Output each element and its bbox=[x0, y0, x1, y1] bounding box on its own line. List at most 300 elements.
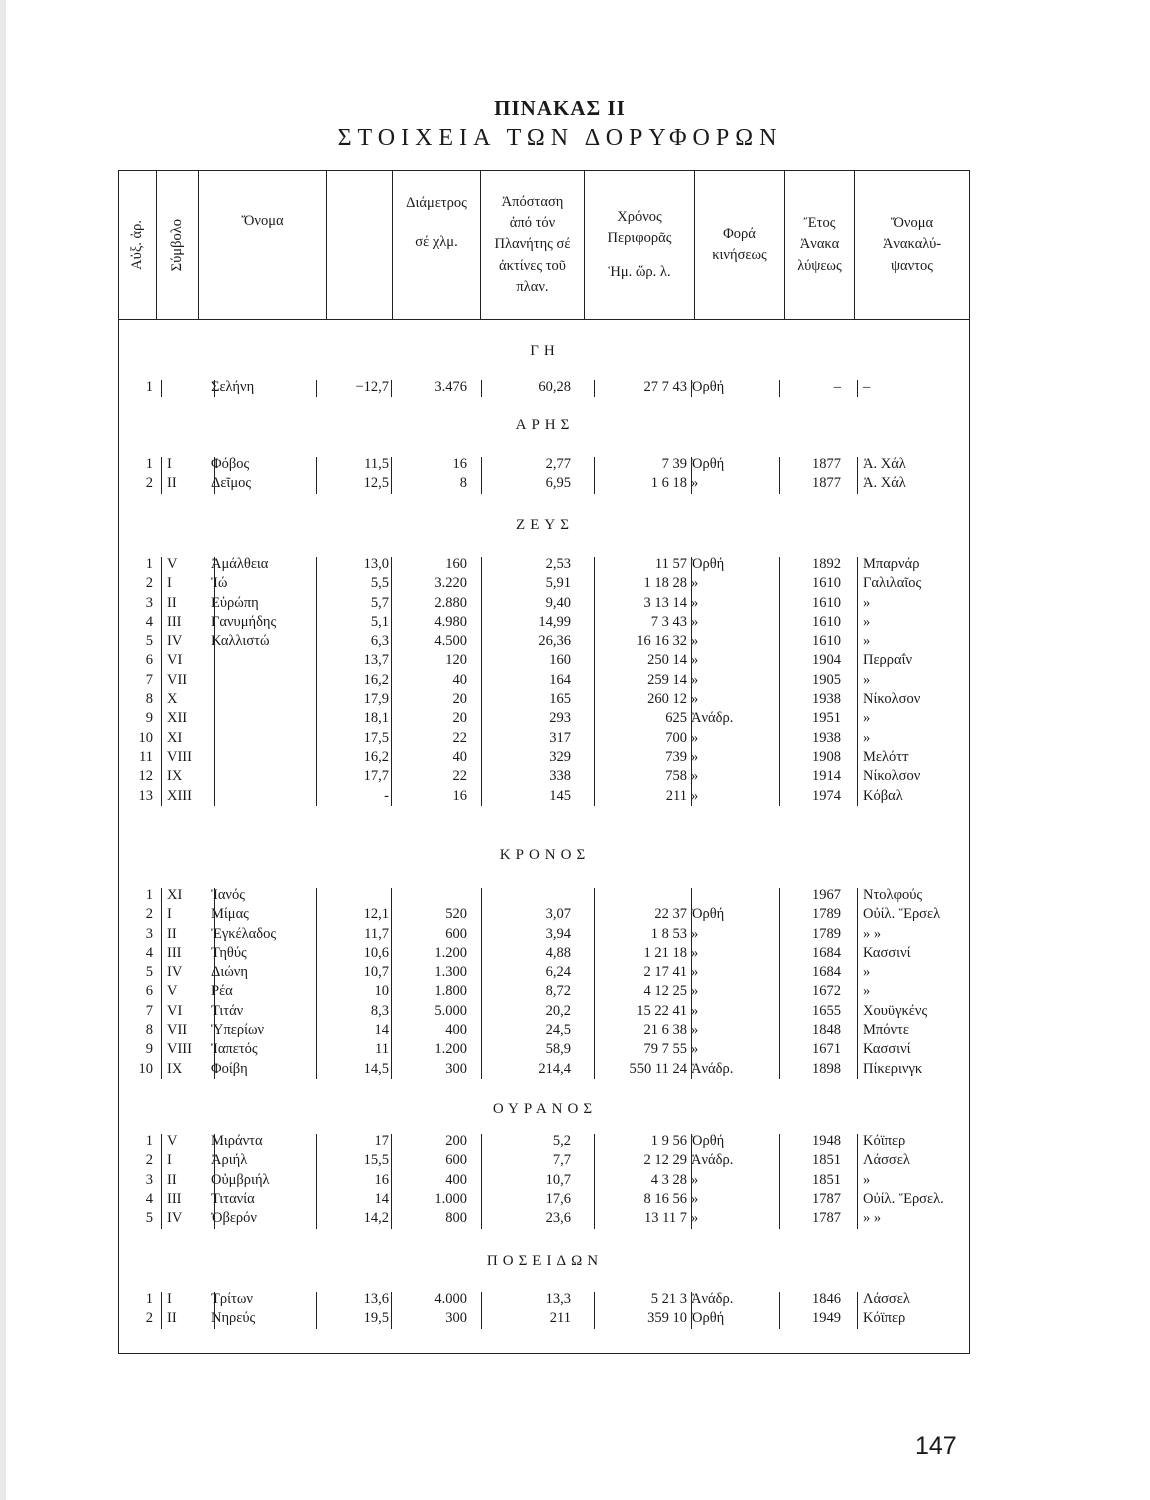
discoverer-cell: Κασσινί bbox=[863, 1041, 911, 1058]
table-row bbox=[119, 456, 971, 475]
magnitude-cell: 17 bbox=[374, 1133, 389, 1149]
symbol-cell: ΙΙΙ bbox=[167, 944, 182, 961]
period-cell: 359 10 bbox=[647, 1310, 687, 1327]
discoverer-cell: Πίκερινγκ bbox=[863, 1060, 923, 1077]
column-rule bbox=[857, 557, 858, 806]
diameter-cell: 200 bbox=[445, 1133, 467, 1149]
symbol-cell: ΙΙ bbox=[167, 475, 177, 492]
distance-cell: 9,40 bbox=[545, 594, 571, 611]
column-rule bbox=[857, 1134, 858, 1229]
diameter-cell: 40 bbox=[452, 748, 467, 765]
symbol-cell: Ι bbox=[167, 575, 172, 592]
column-rule bbox=[214, 888, 215, 1079]
magnitude-cell: 10 bbox=[374, 983, 389, 1000]
direction-cell: » bbox=[691, 1022, 699, 1039]
distance-cell: 5,91 bbox=[545, 575, 571, 592]
magnitude-cell: 13,7 bbox=[363, 652, 389, 669]
column-rule bbox=[594, 457, 595, 494]
distance-cell: 160 bbox=[549, 652, 571, 669]
distance-cell: 214,4 bbox=[538, 1060, 571, 1077]
discoverer-cell: Περραΐν bbox=[863, 652, 913, 669]
symbol-cell: ΙΙ bbox=[167, 925, 177, 942]
diameter-cell: 1.200 bbox=[434, 1041, 467, 1058]
table-title: ΠΙΝΑΚΑΣ ΙΙ bbox=[494, 96, 626, 120]
section-title-jupiter: ΖΕΥΣ bbox=[516, 517, 574, 533]
column-rule bbox=[481, 1134, 482, 1229]
diameter-cell: 1.000 bbox=[434, 1190, 467, 1207]
name-cell: Ἰανός bbox=[211, 887, 245, 903]
distance-cell: 58,9 bbox=[545, 1041, 571, 1058]
num-cell: 1 bbox=[145, 379, 153, 395]
magnitude-cell: 5,5 bbox=[370, 575, 389, 592]
direction-cell: Ὀρθή bbox=[691, 1133, 725, 1149]
direction-cell: » bbox=[691, 983, 699, 1000]
discoverer-cell: Νίκολσον bbox=[863, 691, 921, 708]
symbol-cell: X bbox=[167, 691, 178, 708]
period-cell: 2 17 41 bbox=[643, 964, 687, 981]
diameter-cell: 400 bbox=[445, 1022, 467, 1039]
column-rule bbox=[316, 557, 317, 806]
num-cell: 3 bbox=[145, 594, 153, 611]
name-cell: Τηθύς bbox=[211, 944, 247, 961]
num-cell: 9 bbox=[145, 710, 153, 727]
name-cell: Ἰώ bbox=[211, 575, 228, 592]
distance-cell: 7,7 bbox=[552, 1152, 571, 1169]
period-cell: 7 3 43 bbox=[650, 613, 687, 630]
diameter-cell: 4.980 bbox=[434, 613, 467, 630]
table-row bbox=[119, 887, 971, 906]
distance-cell: 26,36 bbox=[538, 633, 571, 650]
num-cell: 8 bbox=[145, 691, 153, 708]
magnitude-cell: 12,1 bbox=[363, 906, 389, 923]
symbol-cell: VIII bbox=[167, 748, 192, 765]
period-cell: 5 21 3 bbox=[650, 1291, 687, 1307]
discoverer-cell: Μπόντε bbox=[863, 1022, 909, 1039]
column-rule bbox=[594, 1134, 595, 1229]
direction-cell: » bbox=[691, 964, 699, 981]
num-cell: 6 bbox=[145, 652, 153, 669]
period-cell: 260 12 bbox=[647, 691, 687, 708]
direction-cell: » bbox=[691, 1171, 699, 1188]
group-uranus bbox=[119, 1133, 971, 1229]
period-cell: 739 bbox=[665, 748, 687, 765]
num-cell: 7 bbox=[145, 1002, 153, 1019]
diameter-cell: 300 bbox=[445, 1310, 467, 1327]
magnitude-cell: 10,7 bbox=[363, 964, 389, 981]
period-cell: 211 bbox=[665, 787, 687, 804]
num-cell: 7 bbox=[145, 671, 153, 688]
year-cell: 1655 bbox=[812, 1002, 841, 1019]
diameter-cell: 4.500 bbox=[434, 633, 467, 650]
period-cell: 1 21 18 bbox=[643, 944, 687, 961]
name-cell: Τρίτων bbox=[211, 1291, 253, 1307]
num-cell: 12 bbox=[138, 768, 153, 785]
table-row bbox=[119, 1310, 971, 1329]
period-cell: 758 bbox=[665, 768, 687, 785]
discoverer-cell: Κόϊπερ bbox=[863, 1133, 906, 1149]
table-row bbox=[119, 633, 971, 652]
num-cell: 10 bbox=[138, 1060, 153, 1077]
num-cell: 5 bbox=[145, 1210, 153, 1227]
table-row bbox=[119, 1133, 971, 1152]
magnitude-cell: 17,7 bbox=[363, 768, 389, 785]
num-cell: 2 bbox=[145, 1310, 153, 1327]
diameter-cell: 16 bbox=[452, 787, 467, 804]
num-cell: 2 bbox=[145, 1152, 153, 1169]
discoverer-cell: » bbox=[863, 633, 871, 650]
distance-cell: 211 bbox=[549, 1310, 571, 1327]
column-rule bbox=[857, 888, 858, 1079]
num-cell: 10 bbox=[138, 729, 153, 746]
diameter-cell: 3.476 bbox=[434, 379, 467, 395]
direction-cell: » bbox=[691, 729, 699, 746]
direction-cell: » bbox=[691, 475, 699, 492]
period-cell: 625 bbox=[665, 710, 687, 727]
symbol-cell: IX bbox=[167, 768, 183, 785]
magnitude-cell: 12,5 bbox=[363, 475, 389, 492]
diameter-cell: 120 bbox=[445, 652, 467, 669]
diameter-cell: 1.300 bbox=[434, 964, 467, 981]
direction-cell: » bbox=[691, 787, 699, 804]
period-cell: 1 6 18 bbox=[650, 475, 687, 492]
diameter-cell: 300 bbox=[445, 1060, 467, 1077]
distance-cell: 4,88 bbox=[545, 944, 571, 961]
column-rule bbox=[161, 1134, 162, 1229]
magnitude-cell: 14 bbox=[374, 1190, 389, 1207]
distance-cell: 3,07 bbox=[545, 906, 571, 923]
symbol-cell: Ι bbox=[167, 456, 172, 472]
diameter-cell: 16 bbox=[452, 456, 467, 472]
direction-cell: Ἀνάδρ. bbox=[691, 1152, 734, 1169]
period-cell: 250 14 bbox=[647, 652, 687, 669]
header-symbol: Σύμβολο bbox=[157, 171, 199, 319]
discoverer-cell: Νίκολσον bbox=[863, 768, 921, 785]
magnitude-cell: 6,3 bbox=[370, 633, 389, 650]
magnitude-cell: 5,7 bbox=[370, 594, 389, 611]
magnitude-cell: 16,2 bbox=[363, 748, 389, 765]
distance-cell: 3,94 bbox=[545, 925, 571, 942]
header-num: Αὐξ. ἀρ. bbox=[119, 171, 157, 319]
column-rule bbox=[779, 888, 780, 1079]
section-title-earth: ΓΗ bbox=[530, 343, 560, 359]
discoverer-cell: » bbox=[863, 613, 871, 630]
num-cell: 2 bbox=[145, 575, 153, 592]
year-cell: 1892 bbox=[812, 556, 841, 572]
discoverer-cell: » bbox=[863, 983, 871, 1000]
direction-cell: » bbox=[691, 748, 699, 765]
year-cell: 1938 bbox=[812, 691, 841, 708]
column-rule bbox=[481, 457, 482, 494]
table-row bbox=[119, 1172, 971, 1191]
discoverer-cell: » bbox=[863, 964, 871, 981]
year-cell: 1787 bbox=[812, 1190, 841, 1207]
period-cell: 1 9 56 bbox=[650, 1133, 687, 1149]
table-row bbox=[119, 652, 971, 671]
distance-cell: 6,24 bbox=[545, 964, 571, 981]
name-cell: Φοίβη bbox=[211, 1060, 248, 1077]
diameter-cell: 3.220 bbox=[434, 575, 467, 592]
period-cell: 7 39 bbox=[661, 456, 687, 472]
symbol-cell: Ι bbox=[167, 1291, 172, 1307]
discoverer-cell: » » bbox=[863, 1210, 882, 1227]
diameter-cell: 600 bbox=[445, 925, 467, 942]
table-row bbox=[119, 926, 971, 945]
symbol-cell: IV bbox=[167, 633, 183, 650]
page-number: 147 bbox=[915, 1432, 957, 1460]
direction-cell: » bbox=[691, 944, 699, 961]
symbol-cell: VII bbox=[167, 1022, 188, 1039]
year-cell: 1904 bbox=[812, 652, 841, 669]
year-cell: 1851 bbox=[812, 1171, 841, 1188]
diameter-cell: 8 bbox=[459, 475, 467, 492]
header-diameter: Διάμετρος σέ χλμ. bbox=[393, 171, 481, 319]
num-cell: 1 bbox=[145, 556, 153, 572]
symbol-cell: ΙΙ bbox=[167, 1310, 177, 1327]
num-cell: 1 bbox=[145, 1133, 153, 1149]
year-cell: 1974 bbox=[812, 787, 841, 804]
discoverer-cell: Λάσσελ bbox=[863, 1291, 910, 1307]
magnitude-cell: 16,2 bbox=[363, 671, 389, 688]
column-rule bbox=[161, 888, 162, 1079]
name-cell: Ἀμάλθεια bbox=[211, 556, 269, 572]
table-row bbox=[119, 1003, 971, 1022]
direction-cell: Ὀρθή bbox=[691, 906, 725, 923]
year-cell: 1789 bbox=[812, 906, 841, 923]
table-row bbox=[119, 1152, 971, 1171]
diameter-cell: 600 bbox=[445, 1152, 467, 1169]
direction-cell: Ὀρθή bbox=[691, 456, 725, 472]
column-rule bbox=[391, 457, 392, 494]
column-rule bbox=[214, 1134, 215, 1229]
column-rule bbox=[481, 1292, 482, 1329]
header-year: Ἔτος Ἀνακα λύψεως bbox=[785, 171, 855, 319]
diameter-cell: 22 bbox=[452, 768, 467, 785]
name-cell: Γανυμήδης bbox=[211, 613, 277, 630]
discoverer-cell: Μελότт bbox=[863, 748, 909, 765]
name-cell: Εὐρώπη bbox=[211, 594, 259, 611]
direction-cell: Ἀνάδρ. bbox=[691, 1291, 734, 1307]
period-cell: 4 3 28 bbox=[650, 1171, 687, 1188]
column-rule bbox=[779, 1292, 780, 1329]
section-title-uranus: ΟΥΡΑΝΟΣ bbox=[492, 1101, 598, 1117]
name-cell: Ὀβερόν bbox=[211, 1210, 257, 1227]
column-rule bbox=[214, 557, 215, 806]
diameter-cell: 800 bbox=[445, 1210, 467, 1227]
title-block bbox=[0, 96, 1120, 152]
direction-cell: Ἀνάδρ. bbox=[691, 1060, 734, 1077]
year-cell: – bbox=[833, 379, 841, 395]
discoverer-cell: Ντολφούς bbox=[863, 887, 923, 903]
name-cell: Ἐγκέλαδος bbox=[211, 925, 277, 942]
name-cell: Νηρεύς bbox=[211, 1310, 256, 1327]
direction-cell: Ἀνάδρ. bbox=[691, 710, 734, 727]
column-rule bbox=[316, 1292, 317, 1329]
header-period: Χρόνος Περιφορᾶς Ἡμ. ὥρ. λ. bbox=[585, 171, 695, 319]
symbol-cell: ΙΙ bbox=[167, 594, 177, 611]
name-cell: Καλλιστώ bbox=[211, 633, 270, 650]
year-cell: 1610 bbox=[812, 613, 841, 630]
year-cell: 1951 bbox=[812, 710, 841, 727]
column-rule bbox=[779, 457, 780, 494]
column-rule bbox=[161, 380, 162, 397]
year-cell: 1851 bbox=[812, 1152, 841, 1169]
num-cell: 4 bbox=[145, 1190, 153, 1207]
symbol-cell: IV bbox=[167, 964, 183, 981]
header-discoverer: Ὄνομα Ἀνακαλύ- ψαντος bbox=[882, 215, 942, 274]
distance-cell: 17,6 bbox=[545, 1190, 571, 1207]
table-row bbox=[119, 1191, 971, 1210]
table-row bbox=[119, 964, 971, 983]
column-rule bbox=[779, 380, 780, 397]
direction-cell: » bbox=[691, 671, 699, 688]
magnitude-cell: 18,1 bbox=[363, 710, 389, 727]
satellites-table bbox=[118, 170, 970, 1354]
distance-cell: 145 bbox=[549, 787, 571, 804]
table-subtitle: ΣΤΟΙΧΕΙΑ ΤΩΝ ΔΟΡΥΦΟΡΩΝ bbox=[337, 125, 783, 151]
year-cell: 1877 bbox=[812, 456, 841, 472]
period-cell: 700 bbox=[665, 729, 687, 746]
distance-cell: 24,5 bbox=[545, 1022, 571, 1039]
direction-cell: Ὀρθή bbox=[691, 556, 725, 572]
year-cell: 1938 bbox=[812, 729, 841, 746]
magnitude-cell: 15,5 bbox=[363, 1152, 389, 1169]
direction-cell: » bbox=[691, 925, 699, 942]
num-cell: 3 bbox=[145, 1171, 153, 1188]
distance-cell: 164 bbox=[549, 671, 571, 688]
year-cell: 1610 bbox=[812, 594, 841, 611]
direction-cell: » bbox=[691, 575, 699, 592]
table-row bbox=[119, 575, 971, 594]
table-row bbox=[119, 1041, 971, 1060]
header-name: Ὄνομα bbox=[199, 171, 327, 319]
table-row bbox=[119, 691, 971, 710]
num-cell: 1 bbox=[145, 456, 153, 472]
page-edge bbox=[0, 0, 6, 1500]
period-cell: 259 14 bbox=[647, 671, 687, 688]
group-saturn bbox=[119, 887, 971, 1080]
column-rule bbox=[161, 1292, 162, 1329]
symbol-cell: XI bbox=[167, 887, 183, 903]
name-cell: Μιράντα bbox=[211, 1133, 263, 1149]
direction-cell: » bbox=[691, 633, 699, 650]
discoverer-cell: » bbox=[863, 710, 871, 727]
column-rule bbox=[779, 1134, 780, 1229]
column-rule bbox=[214, 1292, 215, 1329]
year-cell: 1877 bbox=[812, 475, 841, 492]
column-rule bbox=[691, 1292, 692, 1329]
column-rule bbox=[481, 557, 482, 806]
year-cell: 1948 bbox=[812, 1133, 841, 1149]
discoverer-cell: Μπαρνάρ bbox=[863, 556, 920, 572]
diameter-cell: 160 bbox=[445, 556, 467, 572]
discoverer-cell: Ἀ. Χάλ bbox=[863, 456, 906, 472]
table-row bbox=[119, 614, 971, 633]
year-cell: 1848 bbox=[812, 1022, 841, 1039]
year-cell: 1967 bbox=[812, 887, 841, 903]
year-cell: 1684 bbox=[812, 964, 841, 981]
period-cell: 550 11 24 bbox=[629, 1060, 687, 1077]
symbol-cell: V bbox=[167, 983, 178, 1000]
symbol-cell: IX bbox=[167, 1060, 183, 1077]
symbol-cell: Ι bbox=[167, 906, 172, 923]
discoverer-cell: Κόϊπερ bbox=[863, 1310, 906, 1327]
section-title-mars: ΑΡΗΣ bbox=[515, 417, 575, 433]
table-row bbox=[119, 1022, 971, 1041]
num-cell: 13 bbox=[138, 787, 153, 804]
year-cell: 1949 bbox=[812, 1310, 841, 1327]
diameter-cell: 4.000 bbox=[434, 1291, 467, 1307]
symbol-cell: ΙΙ bbox=[167, 1171, 177, 1188]
distance-cell: 317 bbox=[549, 729, 571, 746]
symbol-cell: XIII bbox=[167, 787, 192, 804]
direction-cell: Ὀρθή bbox=[691, 379, 725, 395]
table-row bbox=[119, 983, 971, 1002]
name-cell: Ὑπερίων bbox=[211, 1022, 265, 1039]
column-rule bbox=[214, 457, 215, 494]
symbol-cell: VII bbox=[167, 671, 188, 688]
symbol-cell: ΙΙΙ bbox=[167, 613, 182, 630]
group-earth bbox=[119, 379, 971, 398]
header-magnitude bbox=[327, 171, 393, 319]
num-cell: 2 bbox=[145, 906, 153, 923]
num-cell: 8 bbox=[145, 1022, 153, 1039]
discoverer-cell: Λάσσελ bbox=[863, 1152, 910, 1169]
year-cell: 1787 bbox=[812, 1210, 841, 1227]
magnitude-cell: 17,5 bbox=[363, 729, 389, 746]
num-cell: 11 bbox=[139, 748, 153, 765]
column-rule bbox=[391, 380, 392, 397]
period-cell: 11 57 bbox=[654, 556, 687, 572]
period-cell: 4 12 25 bbox=[643, 983, 687, 1000]
column-rule bbox=[691, 457, 692, 494]
year-cell: 1908 bbox=[812, 748, 841, 765]
column-rule bbox=[594, 557, 595, 806]
magnitude-cell: 8,3 bbox=[370, 1002, 389, 1019]
diameter-cell: 5.000 bbox=[434, 1002, 467, 1019]
magnitude-cell: - bbox=[384, 787, 389, 804]
discoverer-cell: » bbox=[863, 1171, 871, 1188]
table-row bbox=[119, 768, 971, 787]
column-rule bbox=[391, 888, 392, 1079]
num-cell: 2 bbox=[145, 475, 153, 492]
column-rule bbox=[316, 457, 317, 494]
symbol-cell: IV bbox=[167, 1210, 183, 1227]
table-row bbox=[119, 788, 971, 807]
name-cell: Ἀριήλ bbox=[211, 1152, 248, 1169]
discoverer-cell: Οὐίλ. Ἕρσελ. bbox=[863, 1190, 944, 1207]
distance-cell: 329 bbox=[549, 748, 571, 765]
table-row bbox=[119, 945, 971, 964]
direction-cell: » bbox=[691, 1041, 699, 1058]
name-cell: Φόβος bbox=[211, 456, 250, 472]
name-cell: Ρέα bbox=[211, 983, 233, 1000]
magnitude-cell: 17,9 bbox=[363, 691, 389, 708]
magnitude-cell: 11,5 bbox=[364, 456, 389, 472]
column-rule bbox=[857, 380, 858, 397]
section-title-neptune: ΠΟΣΕΙΔΩΝ bbox=[486, 1253, 604, 1269]
column-rule bbox=[691, 557, 692, 806]
distance-cell: 8,72 bbox=[545, 983, 571, 1000]
column-rule bbox=[316, 888, 317, 1079]
column-rule bbox=[779, 557, 780, 806]
header-distance: Ἀπόσταση ἀπό τόν Πλανήτης σέ ἀκτίνες τοῦ πλαν. bbox=[481, 171, 585, 319]
num-cell: 3 bbox=[145, 925, 153, 942]
year-cell: 1914 bbox=[812, 768, 841, 785]
discoverer-cell: Κόβαλ bbox=[863, 787, 903, 804]
discoverer-cell: » » bbox=[863, 925, 882, 942]
table-row bbox=[119, 672, 971, 691]
period-cell: 13 11 7 bbox=[644, 1210, 687, 1227]
